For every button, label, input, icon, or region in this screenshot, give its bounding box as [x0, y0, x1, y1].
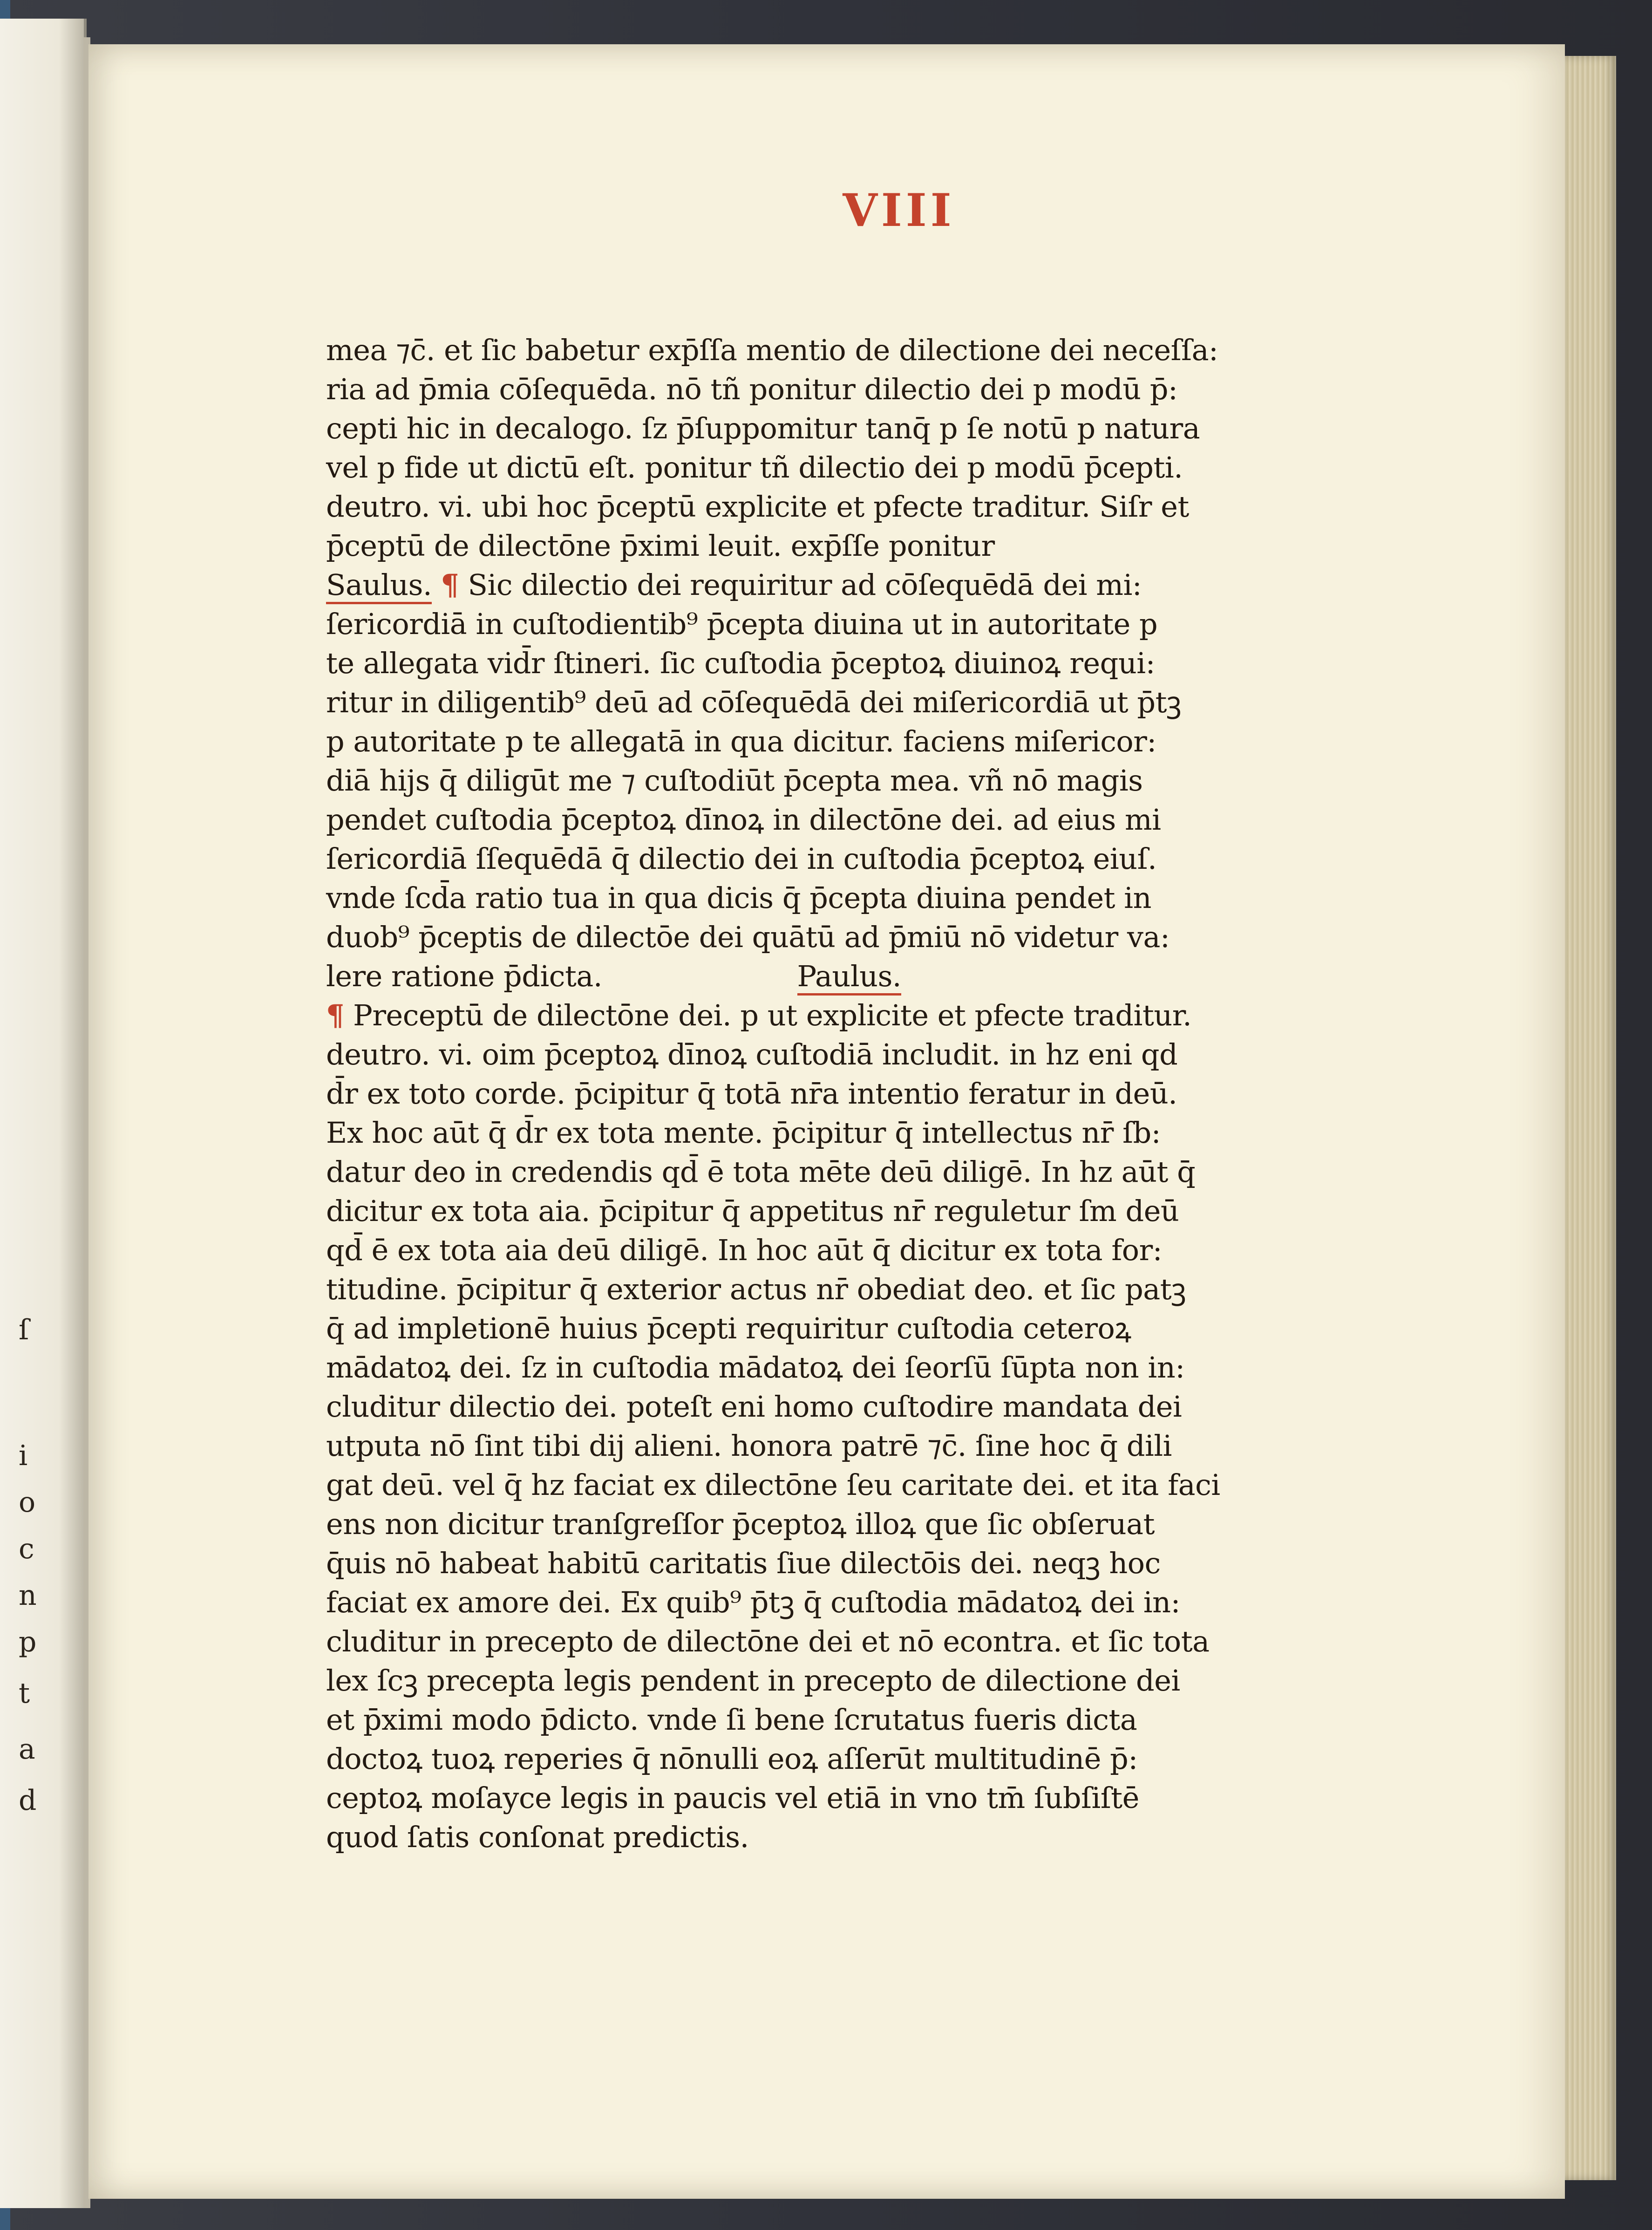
text-line: quod ſatis conſonat predictis. [326, 1820, 749, 1854]
facing-fragment: a [19, 1733, 35, 1766]
facing-fragment: t [19, 1677, 30, 1710]
marginal-name-paulus: Paulus. [797, 959, 902, 996]
text-line: diā hijs q̄ diligūt me ⁊ cuſtodiūt p̄cepta mea. vñ nō magis [326, 764, 1143, 798]
text-line: mea ⁊c̄. et ſic babetur exp̄ſſa mentio de dilectione dei neceſſa: [326, 333, 1218, 367]
text-line: cluditur dilectio dei. poteſt eni homo cuſtodire mandata dei [326, 1390, 1182, 1424]
text-line: deutro. vi. oim p̄ceptoꝝ dīnoꝝ cuſtodiā includit. in hz eni qd [326, 1037, 1178, 1071]
text-line: te allegata vid̄r ſtineri. ſic cuſtodia p̄ceptoꝝ diuinoꝝ requi: [326, 646, 1156, 680]
text-line: utputa nō ſint tibi dij alieni. honora patrē ⁊c̄. ſine hoc q̄ dili [326, 1429, 1172, 1463]
text-line: faciat ex amore dei. Ex quib⁹ p̄tꝫ q̄ cuſtodia mādatoꝝ dei in: [326, 1585, 1180, 1619]
paragraph-mark: ¶ [441, 568, 459, 602]
text-line: ceptoꝝ moſayce legis in paucis vel etiā in vno tm̄ ſubſiſtē [326, 1781, 1139, 1815]
text-line: qd̄ ē ex tota aia deū diligē. In hoc aūt q̄ dicitur ex tota for: [326, 1233, 1163, 1267]
line-text: ¶ Sic dilectio dei requiritur ad cōſequēdā dei mi: [441, 568, 1142, 602]
text-line [326, 957, 1211, 996]
line-text: lere ratione p̄dicta. [326, 959, 603, 993]
text-line: ſericordiā ſſequēdā q̄ dilectio dei in cuſtodia p̄ceptoꝝ eiuſ. [326, 842, 1157, 876]
text-line: cluditur in precepto de dilectōne dei et nō econtra. et ſic tota [326, 1624, 1210, 1658]
text-line: doctoꝝ tuoꝝ reperies q̄ nōnulli eoꝝ aſſerūt multitudinē p̄: [326, 1742, 1138, 1776]
facing-fragment: i [19, 1439, 28, 1472]
facing-fragment: ſ [19, 1314, 29, 1346]
text-line: q̄ ad impletionē huius p̄cepti requiritur cuſtodia ceteroꝝ [326, 1311, 1131, 1345]
facing-fragment: p [19, 1626, 37, 1658]
text-line: Ex hoc aūt q̄ d̄r ex tota mente. p̄cipitur q̄ intellectus nr̄ ſb: [326, 1116, 1161, 1150]
text-line: mādatoꝝ dei. ſz in cuſtodia mādatoꝝ dei ſeorſū ſūpta non in: [326, 1350, 1185, 1384]
facing-fragment: c [19, 1533, 34, 1565]
text-line: p autoritate p te allegatā in qua dicitur. faciens miſericor: [326, 724, 1156, 758]
text-line: datur deo in credendis qd̄ ē tota mēte deū diligē. In hz aūt q̄ [326, 1155, 1196, 1189]
line-text: ¶ Preceptū de dilectōne dei. p ut explicite et pfecte traditur. [326, 998, 1192, 1032]
text-line [326, 566, 1211, 605]
text-line: duob⁹ p̄ceptis de dilectōe dei quātū ad p̄miū nō videtur va: [326, 920, 1170, 954]
facing-fragment: o [19, 1486, 36, 1519]
text-line: pendet cuſtodia p̄ceptoꝝ dīnoꝝ in dilectōne dei. ad eius mi [326, 803, 1161, 837]
marginal-name-saulus: Saulus. [326, 568, 432, 604]
text-line: lex ſcꝫ precepta legis pendent in precepto de dilectione dei [326, 1664, 1180, 1698]
text-line: ria ad p̄mia cōſequēda. nō tñ ponitur dilectio dei p modū p̄: [326, 372, 1178, 406]
folio-number: VIII [843, 184, 955, 237]
text-block [326, 331, 1220, 1857]
facing-fragment: d [19, 1784, 37, 1817]
paragraph-mark: ¶ [326, 998, 344, 1032]
text-line: vnde ſcd̄a ratio tua in qua dicis q̄ p̄cepta diuina pendet in [326, 881, 1152, 915]
text-line: gat deū. vel q̄ hz faciat ex dilectōne ſeu caritate dei. et ita faci [326, 1468, 1220, 1502]
text-line: dicitur ex tota aia. p̄cipitur q̄ appetitus nr̄ reguletur ſm deū [326, 1194, 1179, 1228]
text-line: p̄ceptū de dilectōne p̄ximi leuit. exp̄ſſe ponitur [326, 529, 995, 563]
facing-fragment: n [19, 1579, 37, 1612]
text-line: et p̄ximi modo p̄dicto. vnde ſi bene ſcrutatus fueris dicta [326, 1703, 1137, 1737]
text-line: deutro. vi. ubi hoc p̄ceptū explicite et pfecte traditur. Siſr et [326, 490, 1189, 524]
text-line [326, 996, 1211, 1035]
text-line: d̄r ex toto corde. p̄cipitur q̄ totā nr̄a intentio feratur in deū. [326, 1077, 1177, 1111]
text-line: ens non dicitur tranſgreſſor p̄ceptoꝝ illoꝝ que ſic obſeruat [326, 1507, 1155, 1541]
text-line: titudine. p̄cipitur q̄ exterior actus nr̄ obediat deo. et ſic patꝫ [326, 1272, 1186, 1306]
text-line: ſericordiā in cuſtodientib⁹ p̄cepta diuina ut in autoritate p [326, 607, 1158, 641]
fore-edge-pages [1565, 56, 1616, 2180]
text-line: ritur in diligentib⁹ deū ad cōſequēdā dei miſericordiā ut p̄tꝫ [326, 685, 1182, 719]
text-line: vel p fide ut dictū eſt. ponitur tñ dilectio dei p modū p̄cepti. [326, 450, 1183, 484]
facing-page-edge [0, 19, 87, 2208]
text-line: q̄uis nō habeat habitū caritatis ſiue dilectōis dei. neqꝫ hoc [326, 1546, 1161, 1580]
text-line: cepti hic in decalogo. ſz p̄ſuppomitur tanq̄ p ſe notū p natura [326, 411, 1200, 445]
